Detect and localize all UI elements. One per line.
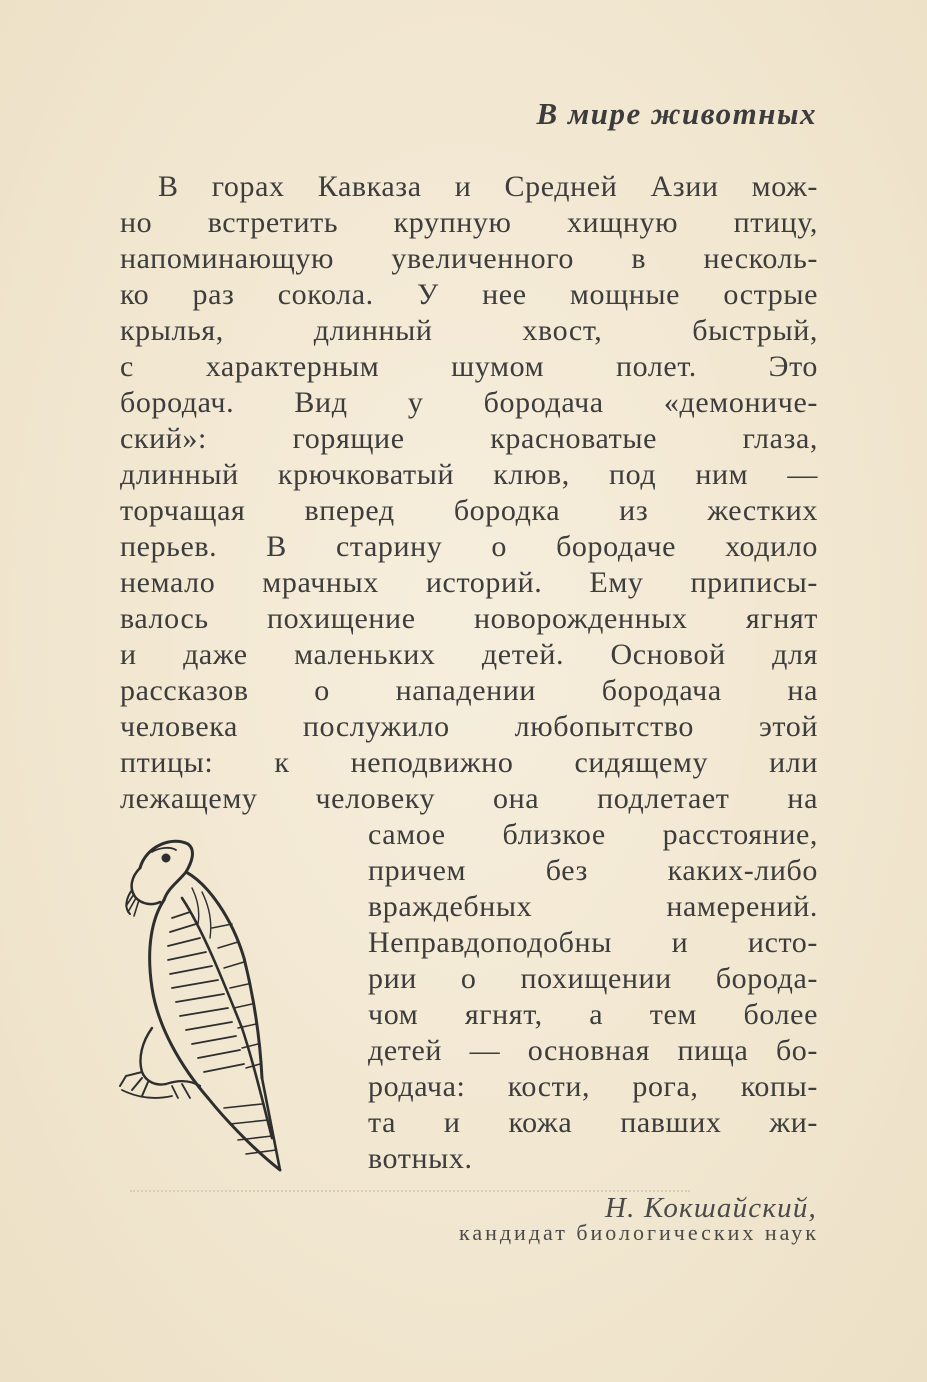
article-line: детей — основная пища бо- bbox=[368, 1034, 818, 1067]
article-line: человека послужило любопытство этой bbox=[120, 710, 818, 743]
article-line: напоминающую увеличенного в несколь- bbox=[120, 242, 818, 275]
article-line: вотных. bbox=[368, 1142, 473, 1175]
article-line: бородач. Вид у бородача «демониче- bbox=[120, 386, 818, 419]
article-line: Неправдоподобны и исто- bbox=[368, 926, 818, 959]
article-line: немало мрачных историй. Ему приписы- bbox=[120, 566, 818, 599]
article-line: рассказов о нападении бородача на bbox=[120, 674, 818, 707]
article-line: В горах Кавказа и Средней Азии мож- bbox=[158, 170, 818, 203]
article-line: валось похищение новорожденных ягнят bbox=[120, 602, 818, 635]
article-line: самое близкое расстояние, bbox=[368, 818, 818, 851]
section-title: В мире животных bbox=[536, 96, 817, 131]
article-line: торчащая вперед бородка из жестких bbox=[120, 494, 818, 527]
author-title: кандидат биологических наук bbox=[458, 1220, 819, 1245]
article-line: и даже маленьких детей. Основой для bbox=[120, 638, 818, 671]
bearded-vulture-bird-icon bbox=[112, 828, 332, 1178]
article-line: рии о похищении борода- bbox=[368, 962, 818, 995]
article-line: с характерным шумом полет. Это bbox=[120, 350, 818, 383]
article-line: птицы: к неподвижно сидящему или bbox=[120, 746, 818, 779]
article-line: перьев. В старину о бородаче ходило bbox=[120, 530, 818, 563]
article-line: ский»: горящие красноватые глаза, bbox=[120, 422, 818, 455]
article-line: лежащему человеку она подлетает на bbox=[120, 782, 818, 815]
article-line: причем без каких-либо bbox=[368, 854, 818, 887]
article-line: длинный крючковатый клюв, под ним — bbox=[120, 458, 818, 491]
article-line: чом ягнят, а тем более bbox=[368, 998, 818, 1031]
article-line: но встретить крупную хищную птицу, bbox=[120, 206, 818, 239]
article-line: родача: кости, рога, копы- bbox=[368, 1070, 818, 1103]
article-line: та и кожа павших жи- bbox=[368, 1106, 818, 1139]
article-line: ко раз сокола. У нее мощные острые bbox=[120, 278, 818, 311]
article-line: враждебных намерений. bbox=[368, 890, 818, 923]
author-name: Н. Кокшайский, bbox=[604, 1192, 817, 1224]
article-line: крылья, длинный хвост, быстрый, bbox=[120, 314, 818, 347]
